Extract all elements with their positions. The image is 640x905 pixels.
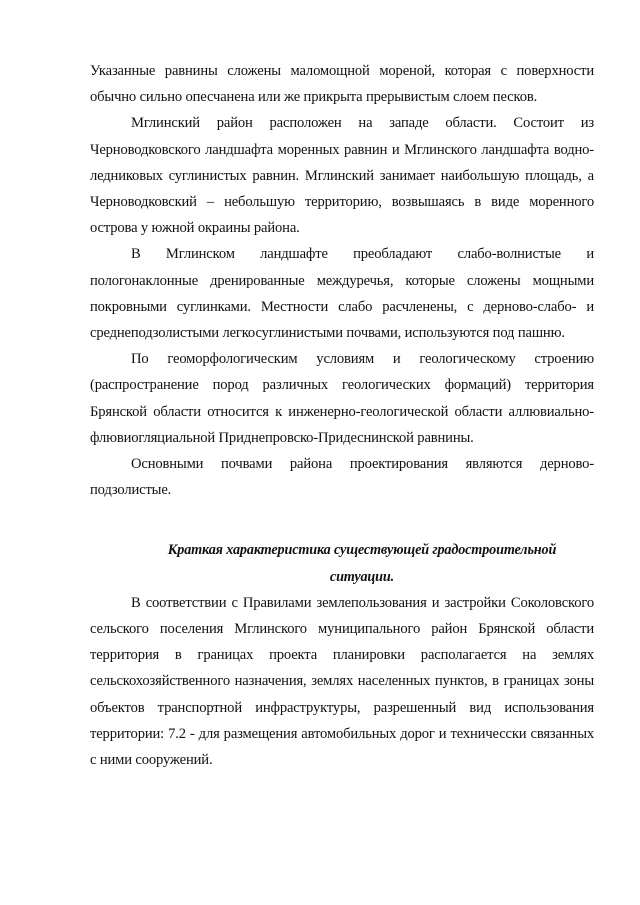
paragraph-soils: Основными почвами района проектирования являются дерново-подзолистые. <box>90 456 594 499</box>
section-heading-line-2: ситуации. <box>329 568 395 585</box>
paragraph-mglinsky-district: Мглинский район расположен на западе области. Состоит из Черноводковского ландшафта моренных равнин и Мглинского ландшафта водно-ледниковых суглинистых равнин. Мглинский занимает наибольшую площадь, а Черноводковский – небольшую территорию, возвышаясь в виде моренного острова у южной окраины района. <box>90 115 594 237</box>
document-page <box>90 58 594 773</box>
paragraph-plains-moraine: Указанные равнины сложены маломощной мореной, которая с поверхности обычно сильно опесчанена или же прикрыта прерывистым слоем песков. <box>90 63 594 106</box>
paragraph-land-use-rules: В соответствии с Правилами землепользования и застройки Соколовского сельского поселения Мглинского муниципального район Брянской области территория в границах проекта планировки располагается на землях сельскохозяйственного назначения, землях населенных пунктов, в границах зоны объектов транспортной инфраструктуры, разрешенный вид использования территории: 7.2 - для размещения автомобильных дорог и техничесски связанных с ними сооружений. <box>90 594 594 769</box>
section-heading-line-1: Краткая характеристика существующей градостроительной <box>167 542 557 559</box>
paragraph-geomorphology: По геоморфологическим условиям и геологическому строению (распространение пород различных геологических формаций) территория Брянской области относится к инженерно-геологической области аллювиально-флювиогляциальной Приднепровско-Придеснинской равнины. <box>90 351 594 446</box>
section-heading <box>90 537 594 589</box>
paragraph-mglinsky-landscape: В Мглинском ландшафте преобладают слабо-волнистые и пологонаклонные дренированные междуречья, которые сложены мощными покровными суглинками. Местности слабо расчленены, с дерново-слабо- и среднеподзолистыми легкосуглинистыми почвами, используются под пашню. <box>90 246 594 342</box>
